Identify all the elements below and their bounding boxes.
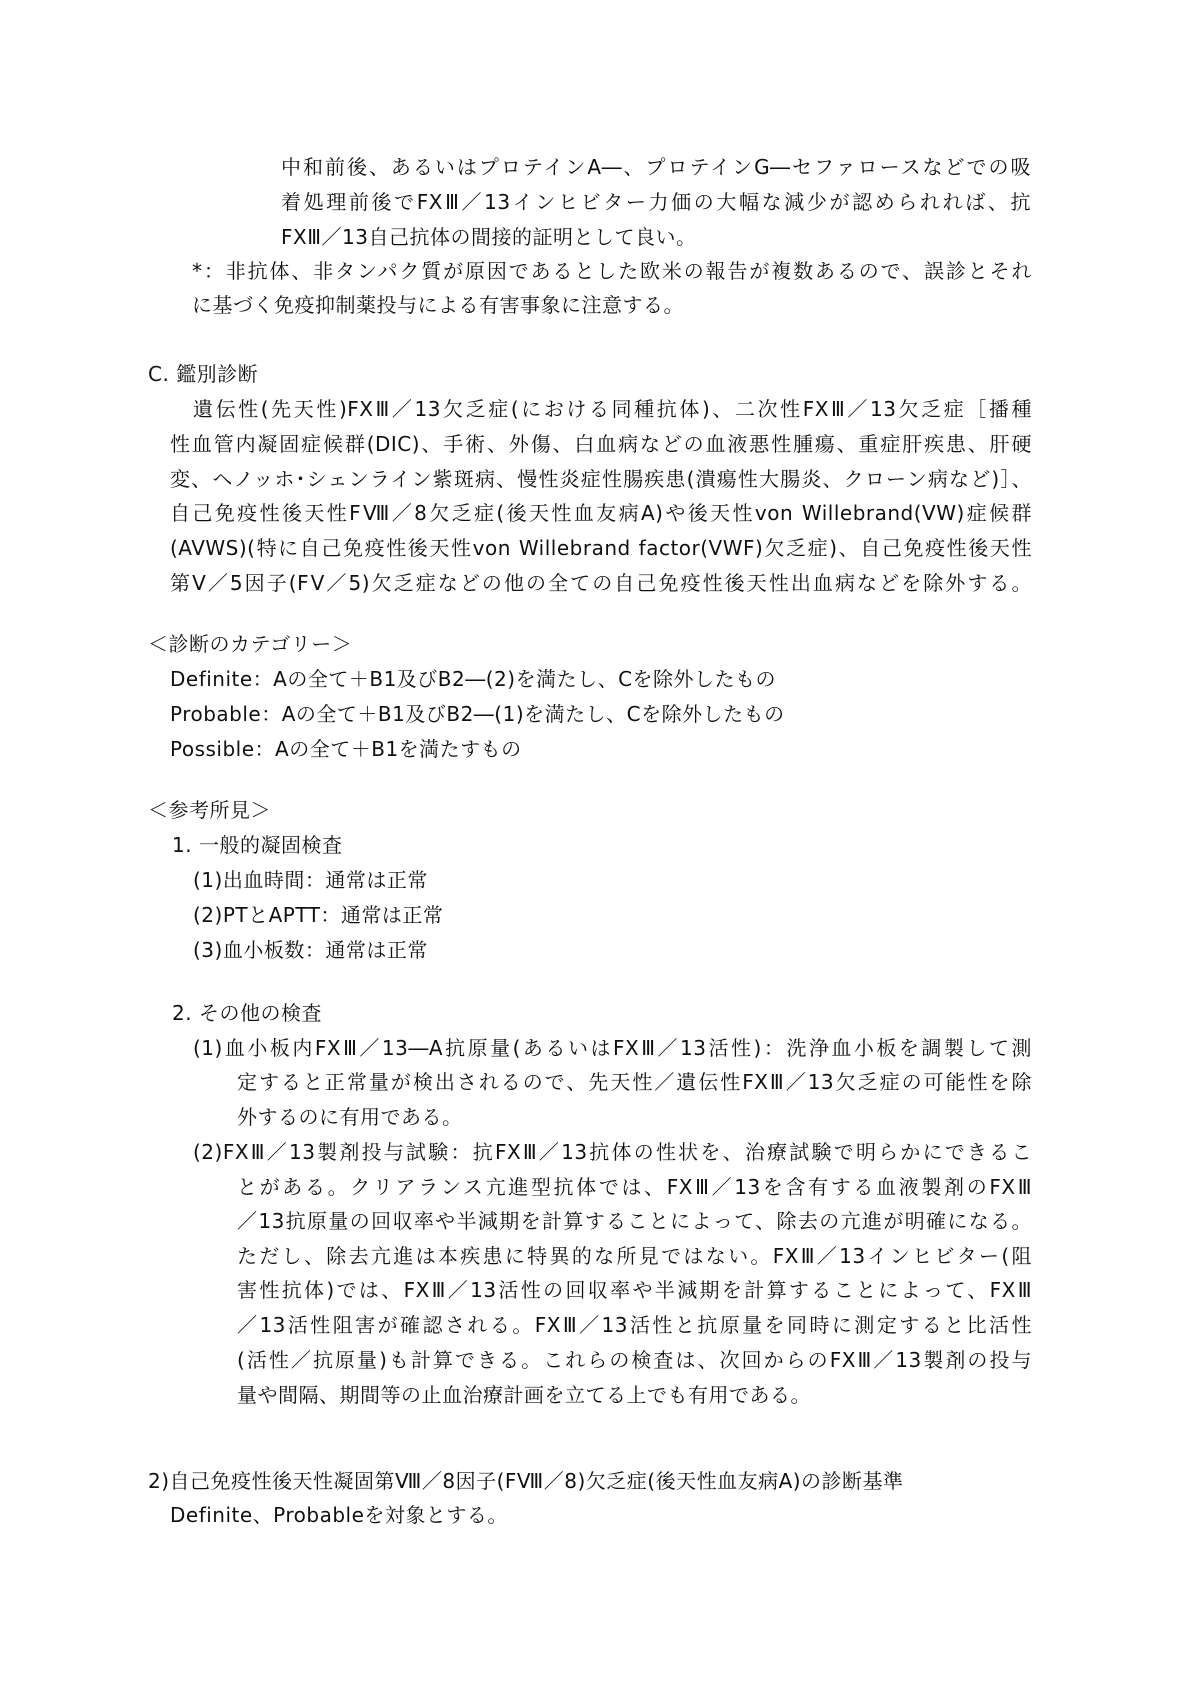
text-line: 性血管内凝固症候群(DIC)、手術、外傷、白血病などの血液悪性腫瘍、重症肝疾患、肝硬 (170, 432, 1032, 456)
list-item: (1)出血時間：通常は正常 (193, 868, 428, 892)
text-line: 害性抗体)では、FXⅢ／13活性の回収率や半減期を計算することによって、FXⅢ (237, 1278, 1032, 1302)
text-line: に基づく免疫抑制薬投与による有害事象に注意する。 (192, 293, 684, 317)
text-line: 自己免疫性後天性FⅧ／8欠乏症(後天性血友病A)や後天性von Willebrand(VW)症候群 (170, 501, 1032, 525)
text-line: (AVWS)(特に自己免疫性後天性von Willebrand factor(VWF)欠乏症)、自己免疫性後天性 (170, 536, 1032, 560)
category-definite: Definite：Aの全て＋B1及びB2―(2)を満たし、Cを除外したもの (170, 667, 777, 691)
subsection-title: 1. 一般的凝固検査 (172, 833, 343, 857)
text-line: 変、ヘノッホ･シェンライン紫斑病、慢性炎症性腸疾患(潰瘍性大腸炎、クローン病など)］、 (170, 467, 1032, 491)
list-item: (2)PTとAPTT：通常は正常 (193, 903, 444, 927)
subsection-title: 2. その他の検査 (172, 1001, 322, 1025)
text-line: 中和前後、あるいはプロテインA―、プロテインG―セファロースなどでの吸 (281, 155, 1031, 179)
section-heading: ＜診断のカテゴリー＞ (148, 632, 353, 656)
text-line: (2)FXⅢ／13製剤投与試験：抗FXⅢ／13抗体の性状を、治療試験で明らかにできるこ (193, 1140, 1032, 1164)
text-line: Definite、Probableを対象とする。 (170, 1503, 508, 1527)
section-heading: ＜参考所見＞ (148, 798, 271, 822)
text-line: *：非抗体、非タンパク質が原因であるとした欧米の報告が複数あるので、誤診とそれ (192, 259, 1032, 283)
text-line: FXⅢ／13自己抗体の間接的証明として良い。 (281, 225, 697, 249)
text-line: 第Ⅴ／5因子(FⅤ／5)欠乏症などの他の全ての自己免疫性後天性出血病などを除外する。 (170, 571, 1032, 595)
category-possible: Possible：Aの全て＋B1を満たすもの (170, 737, 522, 761)
section-heading: 2)自己免疫性後天性凝固第Ⅷ／8因子(FⅧ／8)欠乏症(後天性血友病A)の診断基準 (148, 1469, 904, 1493)
list-item: (3)血小板数：通常は正常 (193, 938, 428, 962)
text-line: (1)血小板内FXⅢ／13―A抗原量(あるいはFXⅢ／13活性)：洗浄血小板を調製して測 (193, 1036, 1032, 1060)
category-probable: Probable：Aの全て＋B1及びB2―(1)を満たし、Cを除外したもの (170, 702, 785, 726)
text-line: 定すると正常量が検出されるので、先天性／遺伝性FXⅢ／13欠乏症の可能性を除 (237, 1070, 1032, 1094)
text-line: (活性／抗原量)も計算できる。これらの検査は、次回からのFXⅢ／13製剤の投与 (237, 1348, 1032, 1372)
text-line: ただし、除去亢進は本疾患に特異的な所見ではない。FXⅢ／13インヒビター(阻 (237, 1244, 1032, 1268)
text-line: ／13活性阻害が確認される。FXⅢ／13活性と抗原量を同時に測定すると比活性 (237, 1313, 1032, 1337)
text-line: とがある。クリアランス亢進型抗体では、FXⅢ／13を含有する血液製剤のFXⅢ (237, 1175, 1032, 1199)
text-line: 量や間隔、期間等の止血治療計画を立てる上でも有用である。 (237, 1383, 811, 1407)
text-line: ／13抗原量の回収率や半減期を計算することによって、除去の亢進が明確になる。 (237, 1209, 1032, 1233)
text-line: 着処理前後でFXⅢ／13インヒビター力価の大幅な減少が認められれば、抗 (281, 190, 1031, 214)
text-line: 外するのに有用である。 (237, 1105, 463, 1129)
text-line: 遺伝性(先天性)FXⅢ／13欠乏症(における同種抗体)、二次性FXⅢ／13欠乏症［播種 (193, 397, 1032, 421)
section-heading: C. 鑑別診断 (148, 362, 259, 386)
